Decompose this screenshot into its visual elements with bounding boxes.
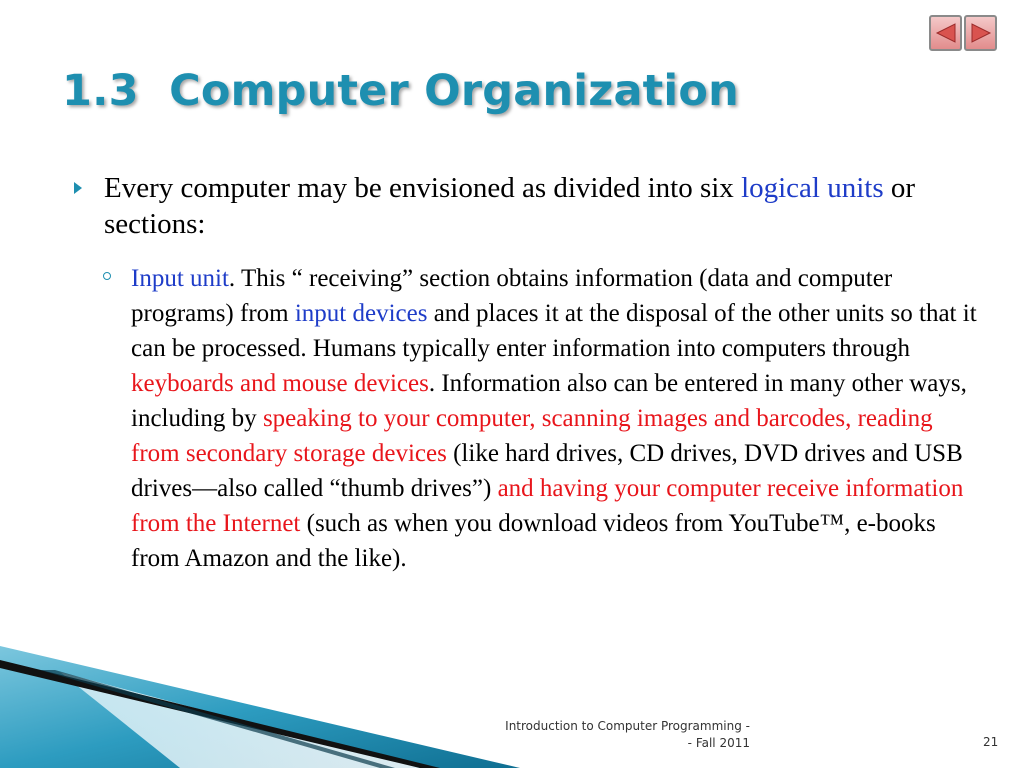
title-number: 1.3 <box>62 66 139 116</box>
bullet-2-part-2: . This “ receiving” section obtains information (data and computer programs) from <box>131 265 893 327</box>
bullet-2-part-4: and places it at the disposal of the other units so that it can be processed. Humans typically enter information into computers through <box>131 300 977 362</box>
bullet-1-part-3: or sections: <box>104 172 916 240</box>
triangle-left-icon <box>935 22 957 44</box>
bullet-2-part-10: (such as when you download videos from YouTube™, e-books from Amazon and the like). <box>131 510 936 572</box>
triangle-right-icon <box>970 22 992 44</box>
bullet-1-part-1: Every computer may be envisioned as divided into six <box>104 172 742 204</box>
footer-line-2: - Fall 2011 <box>687 736 750 750</box>
slide-navigation <box>929 15 997 51</box>
arrow-bullet-icon <box>74 182 82 194</box>
bullet-level-2 <box>103 261 978 576</box>
highlight-internet: and having your computer receive information from the Internet <box>131 475 964 537</box>
page-number: 21 <box>983 735 999 749</box>
highlight-keyboards-mouse: keyboards and mouse devices <box>131 370 429 397</box>
slide-title <box>62 66 739 116</box>
highlight-input-ways: speaking to your computer, scanning images and barcodes, reading from secondary storage devices <box>131 405 933 467</box>
previous-slide-button[interactable] <box>929 15 962 51</box>
highlight-input-devices: input devices <box>294 300 428 327</box>
bullet-1-text <box>74 170 974 242</box>
footer-line-1: Introduction to Computer Programming - <box>505 719 750 733</box>
bullet-2-part-6: . Information also can be entered in many other ways, including by <box>131 370 967 432</box>
next-slide-button[interactable] <box>964 15 997 51</box>
slide-footer <box>430 718 750 752</box>
bullet-1-highlight-logical-units: logical units <box>741 172 884 204</box>
bullet-2-text <box>103 261 978 576</box>
title-text: Computer Organization <box>169 66 739 116</box>
highlight-input-unit: Input unit <box>131 265 229 292</box>
circle-bullet-icon <box>103 272 111 280</box>
bullet-2-part-8: (like hard drives, CD drives, DVD drives and USB drives—also called “thumb drives”) <box>131 440 963 502</box>
bullet-level-1 <box>74 170 974 242</box>
